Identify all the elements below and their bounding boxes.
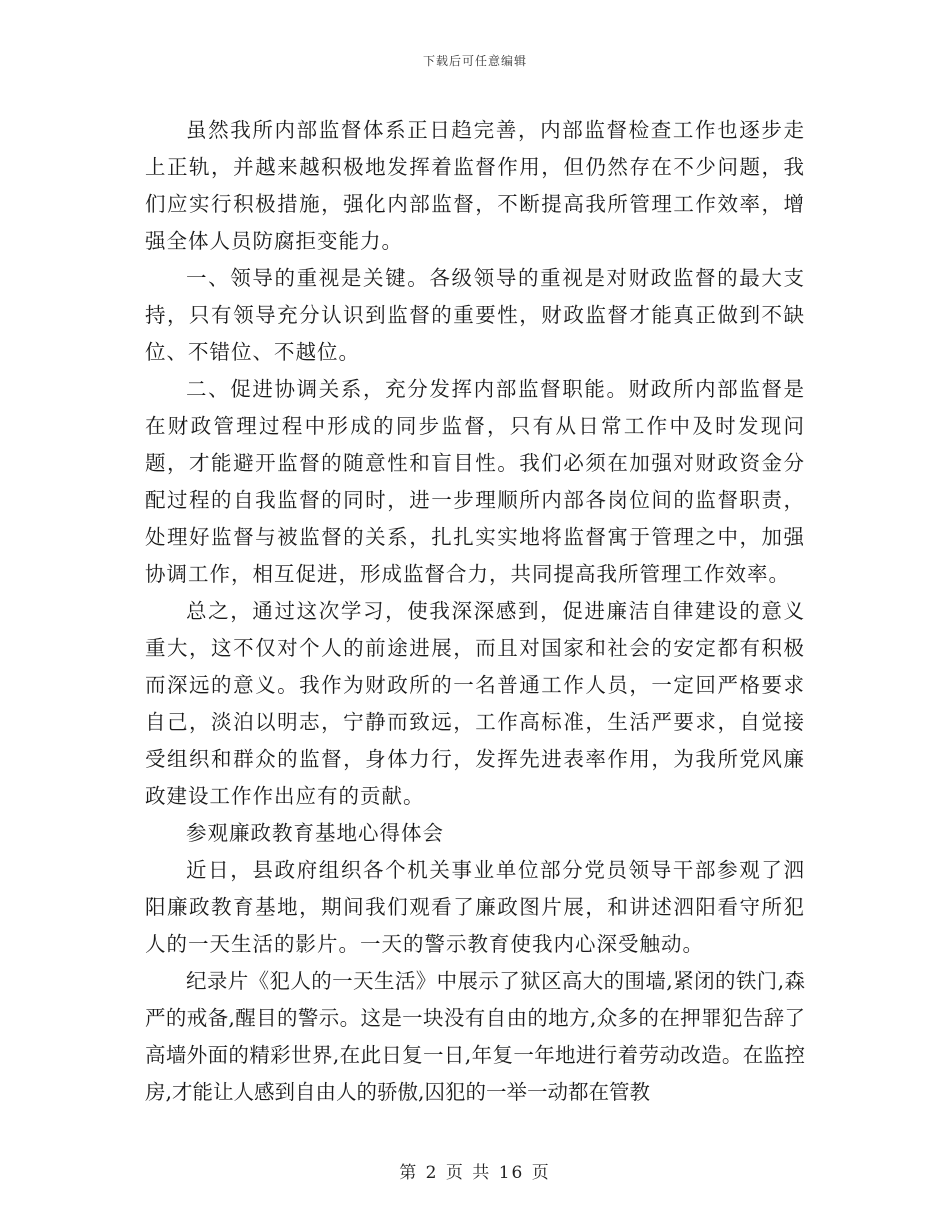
page-footer: 第 2 页 共 16 页 xyxy=(399,1163,551,1183)
page-header: 下载后可任意编辑 xyxy=(422,54,527,68)
paragraph-coordination: 二、促进协调关系，充分发挥内部监督职能。财政所内部监督是在财政管理过程中形成的同步监督，只有从日常工作中及时发现问题，才能避开监督的随意性和盲目性。我们必须在加强对财政资金分配过程的自我监督的同时，进一步理顺所内部各岗位间的监督职责，处理好监督与被监督的关系，扎扎实实地将监督寓于管理之中，加强协调工作，相互促进，形成监督合力，共同提高我所管理工作效率。 xyxy=(145,377,805,586)
paragraph-documentary: 纪录片《犯人的一天生活》中展示了狱区高大的围墙,紧闭的铁门,森严的戒备,醒目的警示。这是一块没有自由的地方,众多的在押罪犯告辞了高墙外面的精彩世界,在此日复一日,年复一年地进行着劳动改造。在监控房,才能让人感到自由人的骄傲,囚犯的一举一动都在管教 xyxy=(145,969,805,1104)
paragraph-visit: 近日，县政府组织各个机关事业单位部分党员领导干部参观了泗阳廉政教育基地，期间我们观看了廉政图片展，和讲述泗阳看守所犯人的一天生活的影片。一天的警示教育使我内心深受触动。 xyxy=(145,858,805,956)
paragraph-leadership: 一、领导的重视是关键。各级领导的重视是对财政监督的最大支持，只有领导充分认识到监督的重要性，财政监督才能真正做到不缺位、不错位、不越位。 xyxy=(145,266,805,364)
section-title: 参观廉政教育基地心得体会 xyxy=(186,821,444,845)
paragraph-conclusion: 总之，通过这次学习，使我深深感到，促进廉洁自律建设的意义重大，这不仅对个人的前途进展，而且对国家和社会的安定都有积极而深远的意义。我作为财政所的一名普通工作人员，一定回严格要求自己，淡泊以明志，宁静而致远，工作高标准，生活严要求，自觉接受组织和群众的监督，身体力行，发挥先进表率作用，为我所党风廉政建设工作作出应有的贡献。 xyxy=(145,599,805,808)
document-body xyxy=(145,112,805,1111)
paragraph-supervision-intro: 虽然我所内部监督体系正日趋完善，内部监督检查工作也逐步走上正轨，并越来越积极地发挥着监督作用，但仍然存在不少问题，我们应实行积极措施，强化内部监督，不断提高我所管理工作效率，增强全体人员防腐拒变能力。 xyxy=(145,118,805,253)
